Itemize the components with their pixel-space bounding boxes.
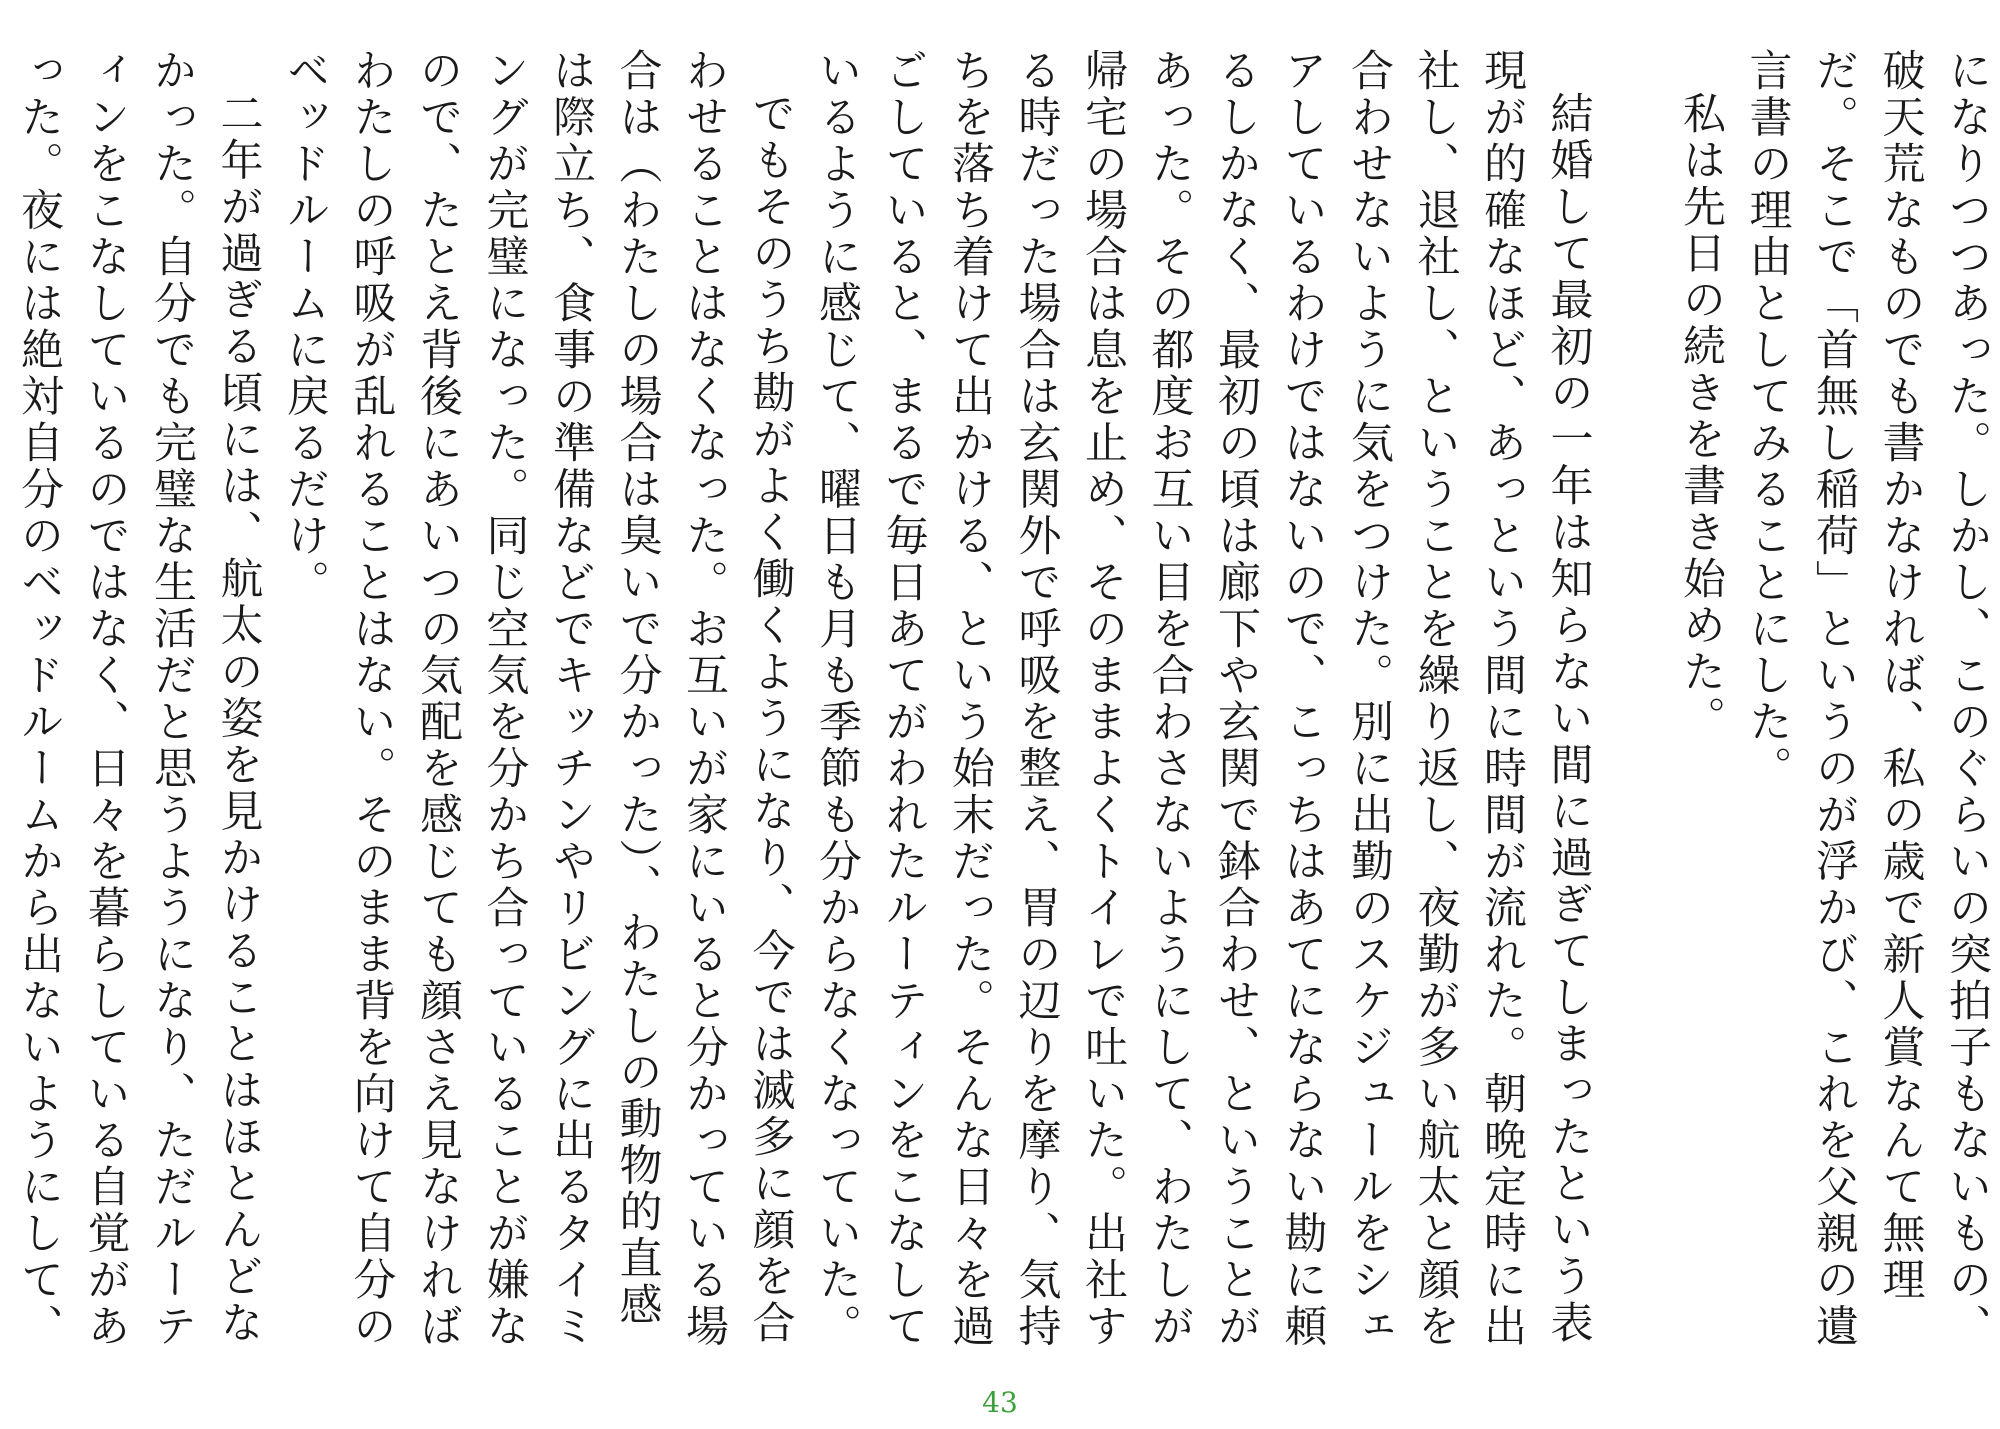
page-number: 43 (982, 1386, 1018, 1419)
paragraph: 私は先日の続きを書き始めた。 (1676, 91, 1726, 742)
paragraph: でもそのうち勘がよく働くようになり、今では滅多に顔を合わせることはなくなった。お互いが家にいると分かっている場合は（わたしの場合は臭いで分かった）、わたしの動物的直感は際立ち、食事の準備などでキッチンやリビングに出るタイミングが完璧になった。同じ空気を分かち合っていることが嫌なので、たとえ背後にあいつの気配を感じても顔さえ見なければわたしの呼吸が乱れることはない。そのまま背を向けて自分のベッドルームに戻るだけ。 (280, 48, 796, 1350)
paragraph-continued: になりつつあった。しかし、このぐらいの突拍子もないもの、破天荒なものでも書かなければ、私の歳で新人賞なんて無理だ。そこで「首無し稲荷」というのが浮かび、これを父親の遺言書の理由としてみることにした。 (1742, 48, 1992, 1350)
paragraph: 結婚して最初の一年は知らない間に過ぎてしまったという表現が的確なほど、あっという間に時間が流れた。朝晩定時に出社し、退社し、ということを繰り返し、夜勤が多い航太と顔を合わせないように気をつけた。別に出勤のスケジュールをシェアしているわけではないので、こっちはあてにならない勘に頼るしかなく、最初の頃は廊下や玄関で鉢合わせ、ということがあった。その都度お互い目を合わさないようにして、わたしが帰宅の場合は息を止め、そのままよくトイレで吐いた。出社する時だった場合は玄関外で呼吸を整え、胃の辺りを摩り、気持ちを落ち着けて出かける、という始末だった。そんな日々を過ごしていると、まるで毎日あてがわれたルーティンをこなしているように感じて、曜日も月も季節も分からなくなっていた。 (812, 48, 1594, 1350)
paragraph: 二年が過ぎる頃には、航太の姿を見かけることはほとんどなかった。自分でも完璧な生活だと思うようになり、ただルーティンをこなしているのではなく、日々を暮らしている自覚があった。夜には絶対自分のベッドルームから出ないようにして、 (14, 48, 264, 1350)
section-gap (1602, 48, 1668, 1368)
vertical-text-body (0, 48, 2000, 1368)
